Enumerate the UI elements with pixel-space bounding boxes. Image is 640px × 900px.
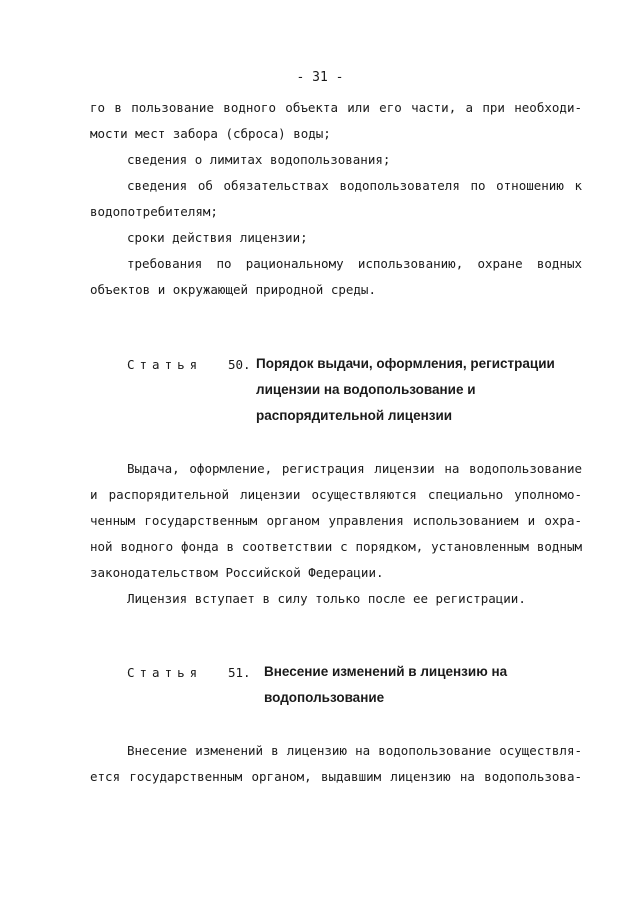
article51-number: 51. bbox=[228, 665, 251, 680]
article50-para-line3: ченным государственным органом управления использованием и охра- bbox=[90, 513, 582, 528]
article50-number: 50. bbox=[228, 357, 251, 372]
item-obligations-line1: сведения об обязательствах водопользователя по отношению к bbox=[127, 178, 582, 193]
article51-title-line2: водопользование bbox=[264, 690, 385, 705]
article51-para-line2: ется государственным органом, выдавшим лицензию на водопользова- bbox=[90, 769, 582, 784]
item-obligations-line2: водопотребителям; bbox=[90, 204, 218, 219]
article50-title-line2: лицензии на водопользование и bbox=[256, 382, 476, 397]
article51-para-line1: Внесение изменений в лицензию на водопользование осуществля- bbox=[127, 743, 582, 758]
article50-label: Статья bbox=[127, 357, 203, 372]
para1-line2: мости мест забора (сброса) воды; bbox=[90, 126, 331, 141]
article51-title-line1: Внесение изменений в лицензию на bbox=[264, 664, 508, 679]
page-number: - 31 - bbox=[296, 70, 344, 85]
item-term: сроки действия лицензии; bbox=[127, 230, 308, 245]
item-requirements-line2: объектов и окружающей природной среды. bbox=[90, 282, 376, 297]
item-limits: сведения о лимитах водопользования; bbox=[127, 152, 391, 167]
item-requirements-line1: требования по рациональному использованию, охране водных bbox=[127, 256, 582, 271]
article50-para-line2: и распорядительной лицензии осуществляются специально уполномо- bbox=[90, 487, 582, 502]
article50-title-line1: Порядок выдачи, оформления, регистрации bbox=[256, 356, 555, 371]
article50-para-line5: законодательством Российской Федерации. bbox=[90, 565, 384, 580]
article50-title-line3: распорядительной лицензии bbox=[256, 408, 453, 423]
article51-label: Статья bbox=[127, 665, 203, 680]
article50-para-line4: ной водного фонда в соответствии с порядком, установленным водным bbox=[90, 539, 582, 554]
article50-para-line1: Выдача, оформление, регистрация лицензии на водопользование bbox=[127, 461, 582, 476]
para1-line1: го в пользование водного объекта или его части, а при необходи- bbox=[90, 100, 582, 115]
article50-para2: Лицензия вступает в силу только после ее регистрации. bbox=[127, 591, 526, 606]
